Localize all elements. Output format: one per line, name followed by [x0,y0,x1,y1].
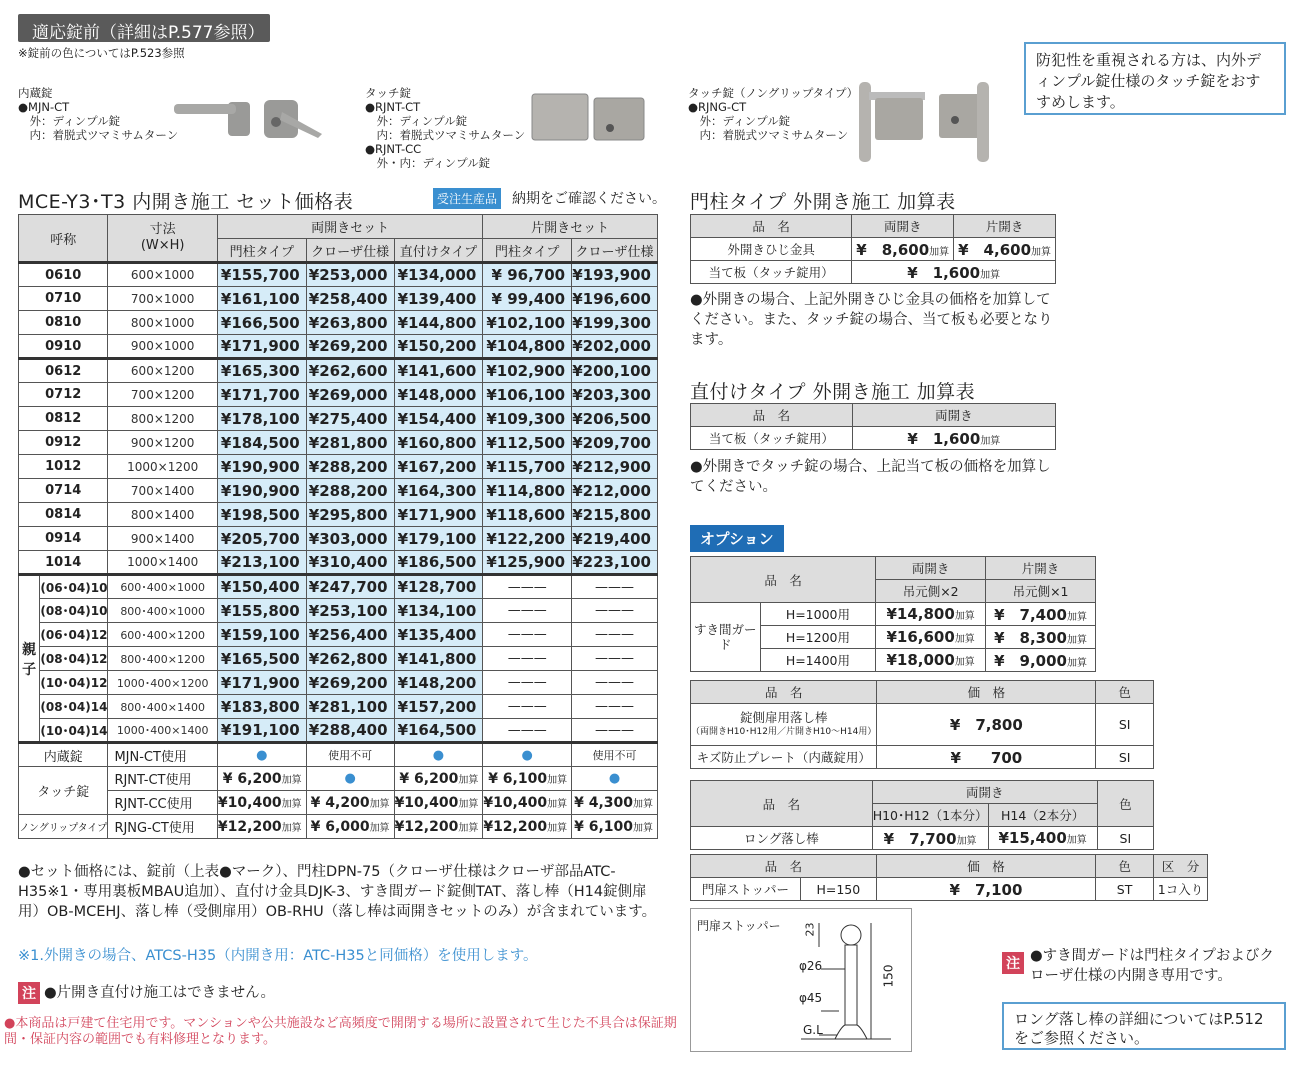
caution-tag-2: 注 [1002,952,1024,974]
table-row: 0810 800×1000 ¥166,500 ¥263,800 ¥144,800 ¥102,100 ¥199,300 [19,311,658,335]
dim-23: 23 [803,922,817,937]
lock-mjn: 内蔵錠 ●MJN-CT 外：ディンプル錠 内：着脱式ツマミサムターン [18,86,179,142]
table-row: RJNT-CC使用 ¥10,400加算 ¥ 4,200加算 ¥10,400加算 ¥10,400加算 ¥ 4,300加算 [19,791,658,815]
table-row: すき間ガード H=1000用 ¥14,800加算 ¥ 7,400加算 [691,603,1096,626]
direct-outward-note: ●外開きでタッチ錠の場合、上記当て板の価格を加算してください。 [690,459,1051,495]
col-direct: 直付けタイプ [394,239,483,263]
table-row: 0714 700×1400 ¥190,900 ¥288,200 ¥164,300 ¥114,800 ¥212,000 [19,479,658,503]
col-closer-single: クローザ仕様 [572,239,658,263]
direct-outward-title: 直付けタイプ 外開き施工 加算表 [690,381,976,403]
section-header: 適応錠前（詳細はP.577参照） [18,14,270,42]
table-row: 外開きひじ金具 ¥ 8,600加算 ¥ 4,600加算 [691,238,1056,261]
table-row: 0612 600×1200 ¥165,300 ¥262,600 ¥141,600 ¥102,900 ¥200,100 [19,359,658,383]
table-row: (06･04)12 600･400×1200 ¥159,100 ¥256,400 ¥135,400 ——— ——— [19,623,658,647]
main-table-title: MCE-Y3･T3 内開き施工 セット価格表 [18,191,354,213]
table-row: 内蔵錠 MJN-CT使用 ● 使用不可 ● ● 使用不可 [19,743,658,767]
rjng-lock-image [855,78,1005,166]
pillar-outward-table: 品 名 両開き 片開き 外開きひじ金具 ¥ 8,600加算 ¥ 4,600加算 当て板（タッチ錠用） ¥ 1,600加算 [690,214,1056,284]
table-row: タッチ錠 RJNT-CT使用 ¥ 6,200加算 ● ¥ 6,200加算 ¥ 6,100加算 ● [19,767,658,791]
direct-outward-table: 品 名 両開き 当て板（タッチ錠用） ¥ 1,600加算 [690,403,1056,450]
delivery-note: 納期をご確認ください。 [512,191,666,207]
table-row: 錠側扉用落し棒 （両開きH10･H12用／片開きH10～H14用） ¥ 7,800 SI [691,704,1154,746]
footnote-set-contents: ●セット価格には、錠前（上表●マーク）、門柱DPN-75（クローザ仕様はクローザ部品ATC-H35※1・専用裏板MBAU追加）、直付け金具DJK-3、すき間ガード錠側TAT、落し棒（H14錠側扉用）OB-MCEHJ、落し棒（受側扉用）OB-RHU（落し棒は両開きセットのみ）が含まれています。 [18,864,657,920]
gap-guard-table: 品 名 両開き 片開き 吊元側×2 吊元側×1 すき間ガード H=1000用 ¥14,800加算 ¥ 7,400加算 H=1200用 ¥16,600加算 ¥ 8,300加算 H=1400用 ¥18,000加算 ¥ 9,000加算 [690,556,1096,672]
col-pillar: 門柱タイプ [217,239,306,263]
table-row: 1014 1000×1400 ¥213,100 ¥310,400 ¥186,500 ¥125,900 ¥223,100 [19,551,658,575]
dim-45: φ45 [799,991,823,1005]
table-row: (08･04)12 800･400×1200 ¥165,500 ¥262,800 ¥141,800 ——— ——— [19,647,658,671]
price-table [18,214,658,839]
option-header: オプション [690,525,784,552]
diagram-label: 門扉ストッパー [697,919,781,933]
pillar-outward-note: ●外開きの場合、上記外開きひじ金具の価格を加算してください。また、タッチ錠の場合、当て板も必要となります。 [690,292,1053,348]
table-row: 0814 800×1400 ¥198,500 ¥295,800 ¥171,900 ¥118,600 ¥215,800 [19,503,658,527]
long-rod-table: 品 名 両開き 色 H10･H12（1本分） H14（2本分） ロング落し棒 ¥ 7,700加算 ¥15,400加算 SI [690,780,1154,850]
footnote-residential: ●本商品は戸建て住宅用です。マンションや公共施設など高頻度で開閉する場所に設置されて生じた不具合は保証期間・保証内容の範囲でも有料修理となります。 [4,1016,677,1047]
table-row: (10･04)12 1000･400×1200 ¥171,900 ¥269,200 ¥148,200 ——— ——— [19,671,658,695]
col-pillar-single: 門柱タイプ [483,239,572,263]
lock-rjnt: タッチ錠 ●RJNT-CT 外：ディンプル錠 内：着脱式ツマミサムターン ●RJNT-CC 外・内：ディンプル錠 [365,86,526,170]
table-row: ノングリップタイプ RJNG-CT使用 ¥12,200加算 ¥ 6,000加算 ¥12,200加算 ¥12,200加算 ¥ 6,100加算 [19,815,658,839]
table-row: 0914 900×1400 ¥205,700 ¥303,000 ¥179,100 ¥122,200 ¥219,400 [19,527,658,551]
security-note: 防犯性を重視される方は、内外ディンプル錠仕様のタッチ錠をおすすめします。 [1024,42,1286,115]
dim-150: 150 [881,964,896,988]
stopper-drawing [691,909,913,1053]
table-row: 0610 600×1000 ¥155,700 ¥253,000 ¥134,000 ¥ 96,700 ¥193,900 [19,263,658,287]
table-row: 門扉ストッパー H=150 ¥ 7,100 ST 1コ入り [691,878,1208,901]
pillar-outward-title: 門柱タイプ 外開き施工 加算表 [690,191,956,213]
table-row: (08･04)10 800･400×1000 ¥155,800 ¥253,100 ¥134,100 ——— ——— [19,599,658,623]
table-row: 0910 900×1000 ¥171,900 ¥269,200 ¥150,200 ¥104,800 ¥202,000 [19,335,658,359]
caution-tag: 注 [18,982,40,1004]
mjn-lock-image [172,92,332,152]
table-row: 0812 800×1200 ¥178,100 ¥275,400 ¥154,400 ¥109,300 ¥206,500 [19,407,658,431]
color-note: ※錠前の色についてはP.523参照 [18,46,185,60]
table-row: H=1200用 ¥16,600加算 ¥ 8,300加算 [691,626,1096,649]
col-single-set: 片開きセット [483,215,658,239]
stopper-diagram [690,908,912,1052]
rjnt-lock-image [530,88,650,148]
col-name: 呼称 [19,215,108,263]
footnote-outward: ※1.外開きの場合、ATCS-H35（内開き用：ATC-H35と同価格）を使用します。 [18,948,538,964]
table-row: 0912 900×1200 ¥184,500 ¥281,800 ¥160,800 ¥112,500 ¥209,700 [19,431,658,455]
table-row: 0712 700×1200 ¥171,700 ¥269,000 ¥148,000 ¥106,100 ¥203,300 [19,383,658,407]
col-double-set: 両開きセット [217,215,482,239]
long-rod-ref-note: ロング落し棒の詳細についてはP.512をご参照ください。 [1002,1002,1286,1050]
lock-rjng: タッチ錠（ノングリップタイプ） ●RJNG-CT 外：ディンプル錠 内：着脱式ツマミサムターン [688,86,859,142]
made-to-order-badge: 受注生産品 [433,188,501,209]
gap-guard-note: ●すき間ガードは門柱タイプおよびクローザ仕様の内開き専用です。 [1030,948,1274,984]
table-row: (08･04)14 800･400×1400 ¥183,800 ¥281,100 ¥157,200 ——— ——— [19,695,658,719]
table-row: (10･04)14 1000･400×1400 ¥191,100 ¥288,400 ¥164,500 ——— ——— [19,719,658,743]
table-row: 親子 (06･04)10 600･400×1000 ¥150,400 ¥247,700 ¥128,700 ——— ——— [19,575,658,599]
stopper-table: 品 名 価 格 色 区 分 門扉ストッパー H=150 ¥ 7,100 ST 1コ入り [690,854,1208,901]
table-row: キズ防止プレート（内蔵錠用） ¥ 700 SI [691,746,1154,769]
table-row: 1012 1000×1200 ¥190,900 ¥288,200 ¥167,200 ¥115,700 ¥212,900 [19,455,658,479]
table-row: ロング落し棒 ¥ 7,700加算 ¥15,400加算 SI [691,827,1154,850]
drop-rod-table: 品 名 価 格 色 錠側扉用落し棒 （両開きH10･H12用／片開きH10～H14用） ¥ 7,800 SI キズ防止プレート（内蔵錠用） ¥ 700 SI [690,680,1154,769]
dim-gl: G.L [803,1023,823,1037]
dim-26: φ26 [799,959,823,973]
col-closer: クローザ仕様 [306,239,394,263]
table-row: H=1400用 ¥18,000加算 ¥ 9,000加算 [691,649,1096,672]
col-size: 寸法 (W×H) [108,215,217,263]
footnote-single: ●片開き直付け施工はできません。 [44,985,276,1001]
table-row: 当て板（タッチ錠用） ¥ 1,600加算 [691,427,1056,450]
table-row: 当て板（タッチ錠用） ¥ 1,600加算 [691,261,1056,284]
table-row: 0710 700×1000 ¥161,100 ¥258,400 ¥139,400 ¥ 99,400 ¥196,600 [19,287,658,311]
